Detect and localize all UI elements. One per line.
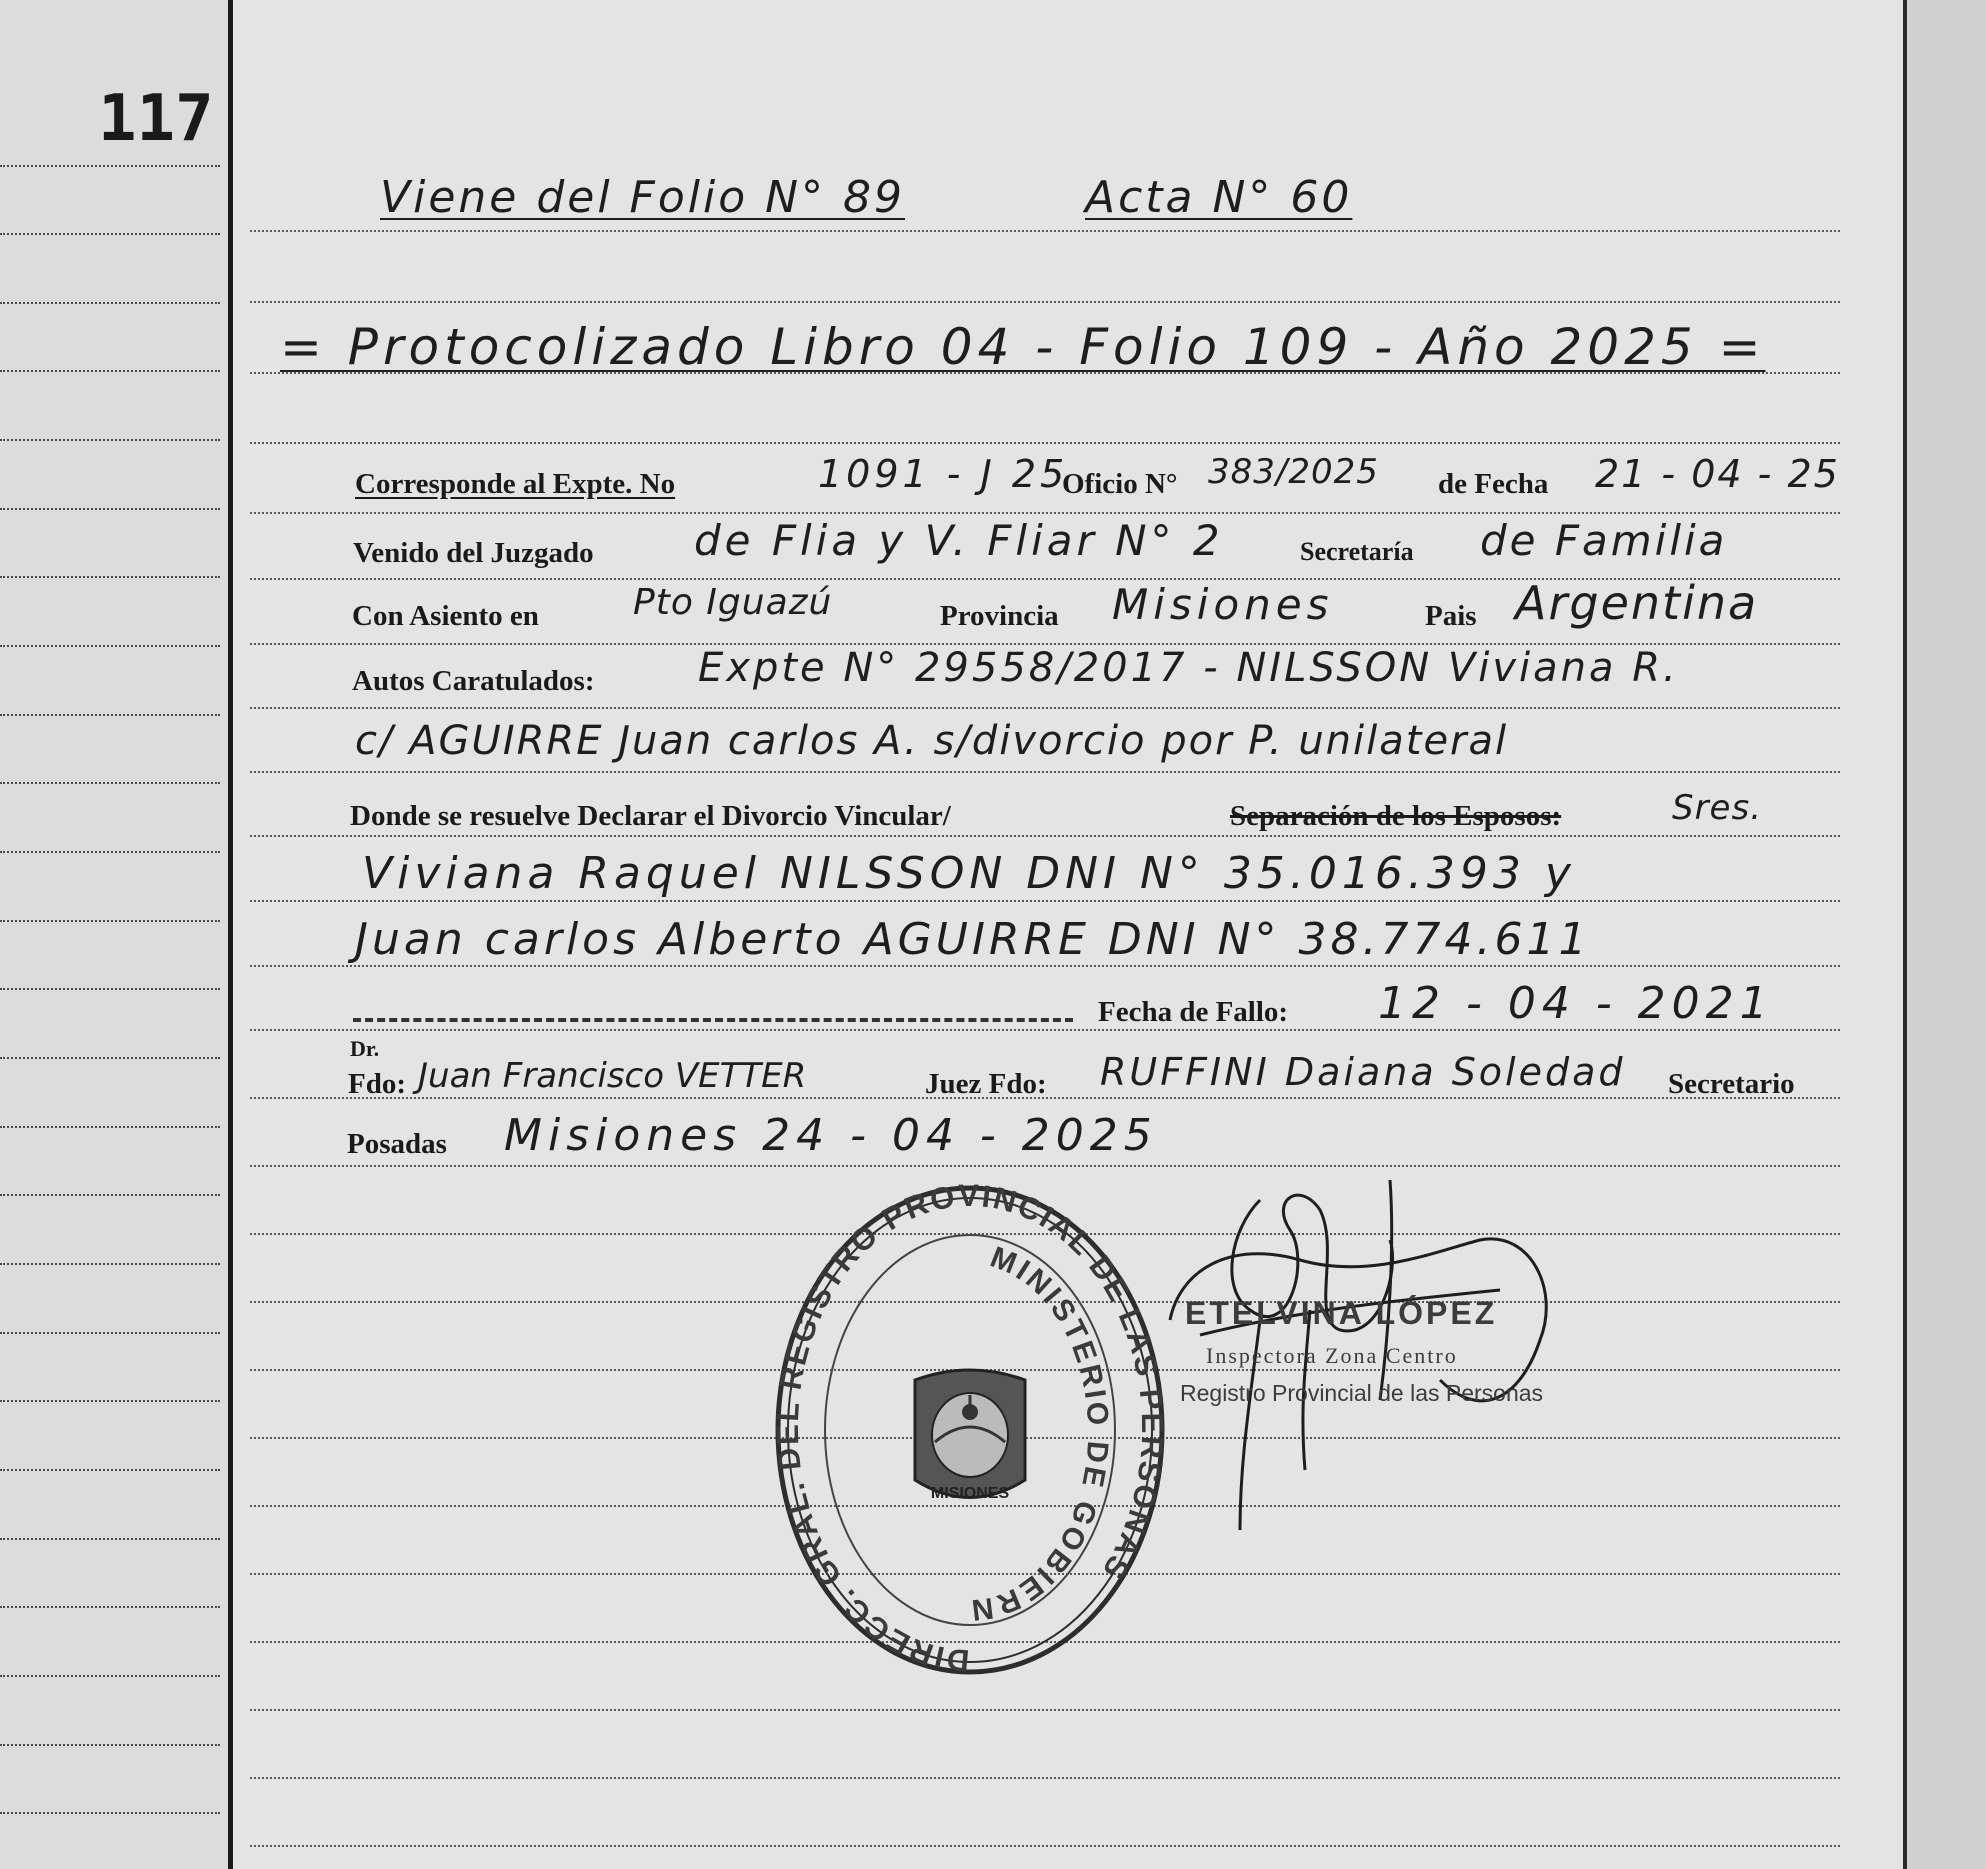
fdo-label: Fdo: bbox=[348, 1068, 406, 1100]
signature-block bbox=[1140, 1170, 1600, 1570]
margin-line bbox=[0, 1812, 220, 1814]
secretaria-label: Secretaría bbox=[1300, 537, 1414, 566]
provincial-emblem-icon bbox=[915, 1370, 1025, 1498]
margin-line bbox=[0, 920, 220, 922]
margin-line bbox=[0, 714, 220, 716]
ruled-line bbox=[250, 230, 1840, 232]
juzgado-value: de Flia y V. Fliar N° 2 bbox=[694, 516, 1224, 565]
oficio-value: 383/2025 bbox=[1208, 452, 1379, 492]
margin-rule bbox=[228, 0, 233, 1869]
seal-outer-text: DIRECC. GRAL. DEL REGISTRO PROVINCIAL DE LAS PERSONAS bbox=[770, 1180, 1170, 1679]
acta-number: Acta N° 60 bbox=[1085, 172, 1353, 223]
blank-dash-line bbox=[353, 1018, 1073, 1022]
margin-line bbox=[0, 508, 220, 510]
margin-line bbox=[0, 1194, 220, 1196]
oficio-label: Oficio N° bbox=[1062, 468, 1178, 500]
margin-line bbox=[0, 165, 220, 167]
margin-line bbox=[0, 1263, 220, 1265]
margin-line bbox=[0, 1538, 220, 1540]
expte-value: 1091 - J 25 bbox=[818, 452, 1069, 496]
pais-value: Argentina bbox=[1515, 576, 1759, 630]
protocolizado-line: = Protocolizado Libro 04 - Folio 109 - Año 2025 = bbox=[280, 318, 1766, 376]
ruled-line bbox=[250, 1845, 1840, 1847]
seal-inner-text: MINISTERIO DE GOBIERN bbox=[966, 1240, 1115, 1627]
ruled-line bbox=[250, 707, 1840, 709]
corresponde-label: Corresponde al Expte. No bbox=[355, 468, 676, 500]
autos-value-line-1: Expte N° 29558/2017 - NILSSON Viviana R. bbox=[698, 645, 1679, 691]
autos-label: Autos Caratulados: bbox=[352, 665, 595, 697]
asiento-label: Con Asiento en bbox=[352, 600, 539, 632]
ruled-line bbox=[250, 900, 1840, 902]
ruled-line bbox=[250, 301, 1840, 303]
ruled-line bbox=[250, 965, 1840, 967]
ruled-line bbox=[250, 1777, 1840, 1779]
margin-line bbox=[0, 1126, 220, 1128]
folio-number: 117 bbox=[98, 82, 214, 156]
inspector-name: ETELVINA LÓPEZ bbox=[1185, 1295, 1498, 1331]
margin-line bbox=[0, 645, 220, 647]
ruled-line bbox=[250, 771, 1840, 773]
margin-line bbox=[0, 1469, 220, 1471]
margin-line bbox=[0, 1400, 220, 1402]
juez-value: Juan Francisco VETTER bbox=[418, 1056, 807, 1096]
fecha-fallo-label: Fecha de Fallo: bbox=[1098, 996, 1289, 1028]
handwritten-signature bbox=[1140, 1170, 1600, 1570]
inspector-office: Registro Provincial de las Personas bbox=[1180, 1380, 1544, 1406]
viene-del-folio: Viene del Folio N° 89 bbox=[380, 172, 906, 223]
fecha-fallo-value: 12 - 04 - 2021 bbox=[1378, 978, 1774, 1029]
ruled-line bbox=[250, 1029, 1840, 1031]
asiento-value: Pto Iguazú bbox=[633, 582, 833, 623]
left-margin-column bbox=[0, 0, 228, 1869]
provincia-label: Provincia bbox=[940, 600, 1059, 632]
margin-line bbox=[0, 1332, 220, 1334]
posadas-value: Misiones 24 - 04 - 2025 bbox=[504, 1110, 1158, 1161]
ruled-line bbox=[250, 442, 1840, 444]
margin-line bbox=[0, 988, 220, 990]
resuelve-value: Sres. bbox=[1672, 788, 1762, 828]
esposa-line: Viviana Raquel NILSSON DNI N° 35.016.393 y bbox=[362, 848, 1576, 899]
margin-line bbox=[0, 576, 220, 578]
juez-label: Juez Fdo: bbox=[925, 1068, 1047, 1100]
margin-line bbox=[0, 782, 220, 784]
margin-line bbox=[0, 370, 220, 372]
margin-line bbox=[0, 1675, 220, 1677]
margin-line bbox=[0, 1057, 220, 1059]
margin-line bbox=[0, 439, 220, 441]
margin-line bbox=[0, 1606, 220, 1608]
autos-value-line-2: c/ AGUIRRE Juan carlos A. s/divorcio por P. unilateral bbox=[355, 718, 1509, 764]
esposo-line: Juan carlos Alberto AGUIRRE DNI N° 38.774.611 bbox=[355, 914, 1591, 965]
margin-line bbox=[0, 302, 220, 304]
separacion-label: Separación de los Esposos: bbox=[1230, 800, 1562, 832]
ruled-line bbox=[250, 512, 1840, 514]
provincia-value: Misiones bbox=[1112, 580, 1334, 629]
margin-line bbox=[0, 851, 220, 853]
ruled-line bbox=[250, 1165, 1840, 1167]
secretario-label: Secretario bbox=[1668, 1068, 1795, 1100]
right-page-edge bbox=[1907, 0, 1985, 1869]
margin-line bbox=[0, 1744, 220, 1746]
fecha-label: de Fecha bbox=[1438, 468, 1549, 500]
ruled-line bbox=[250, 1709, 1840, 1711]
pais-label: Pais bbox=[1425, 600, 1477, 632]
dr-prefix: Dr. bbox=[350, 1036, 380, 1061]
ruled-line bbox=[250, 835, 1840, 837]
emblem-text: MISIONES bbox=[930, 1485, 1010, 1502]
posadas-label: Posadas bbox=[347, 1128, 447, 1160]
secretario-value: RUFFINI Daiana Soledad bbox=[1100, 1050, 1626, 1094]
resuelve-label: Donde se resuelve Declarar el Divorcio Vincular/ bbox=[350, 800, 951, 832]
official-seal bbox=[770, 1180, 1170, 1680]
fecha-value: 21 - 04 - 25 bbox=[1595, 452, 1840, 496]
secretaria-value: de Familia bbox=[1480, 516, 1728, 565]
juzgado-label: Venido del Juzgado bbox=[353, 537, 594, 569]
inspector-title: Inspectora Zona Centro bbox=[1206, 1343, 1458, 1368]
margin-line bbox=[0, 233, 220, 235]
